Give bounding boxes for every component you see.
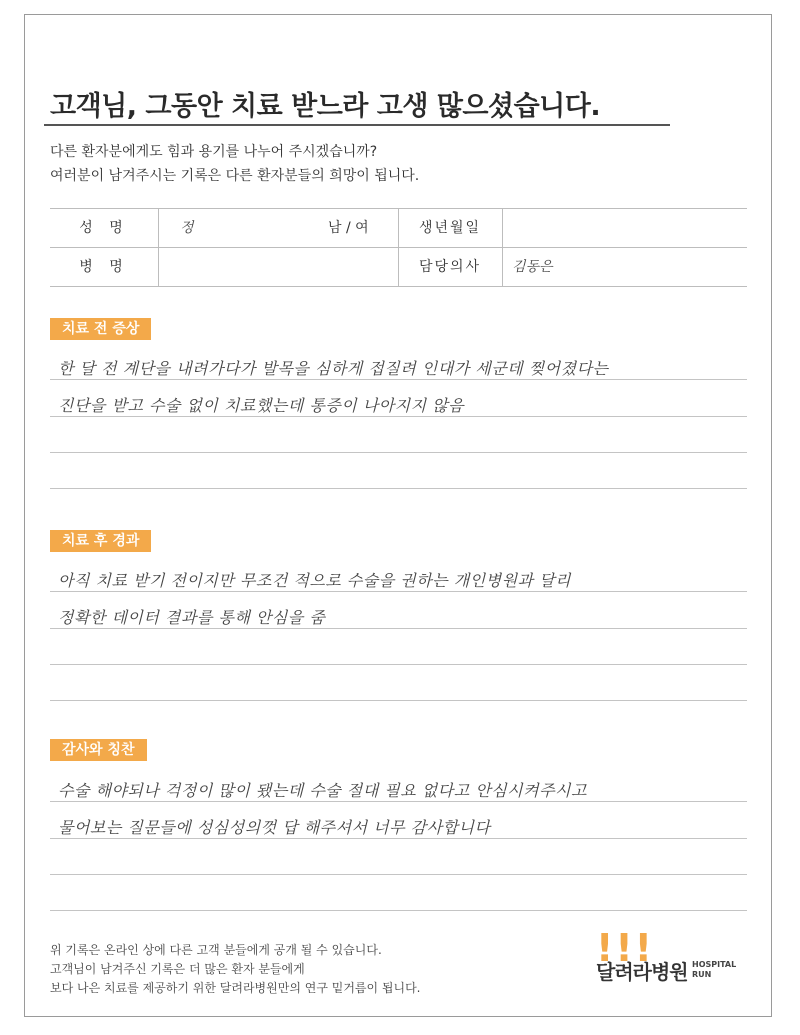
logo-sub-1: HOSPITAL xyxy=(692,960,737,969)
logo-sub-2: RUN xyxy=(692,970,712,979)
section-after-label: 치료 후 경과 xyxy=(50,530,151,552)
doctor-label: 담당의사 xyxy=(418,259,482,275)
disease-label: 병 명 xyxy=(79,259,129,275)
after-line-1: 아직 치료 받기 전이지만 무조건 적으로 수술을 권하는 개인병원과 달리 xyxy=(58,571,571,590)
section-before-label: 치료 전 증상 xyxy=(50,318,151,340)
logo-exclamation-icon: !!! xyxy=(596,926,654,970)
page-title: 고객님, 그동안 치료 받느라 고생 많으셨습니다. xyxy=(50,91,601,122)
before-line-2: 진단을 받고 수술 없이 치료했는데 통증이 나아지지 않음 xyxy=(58,396,465,415)
intro-line-1: 다른 환자분에게도 힘과 용기를 나누어 주시겠습니까? xyxy=(50,144,378,160)
name-value[interactable]: 정 xyxy=(180,220,194,236)
section-before-text[interactable] xyxy=(50,346,747,494)
after-line-2: 정확한 데이터 결과를 통해 안심을 줌 xyxy=(58,608,326,627)
doctor-value[interactable]: 김동은 xyxy=(512,259,553,275)
birth-label: 생년월일 xyxy=(418,220,482,236)
intro-line-2: 여러분이 남겨주시는 기록은 다른 환자분들의 희망이 됩니다. xyxy=(50,168,420,184)
section-thanks-label: 감사와 칭찬 xyxy=(50,739,147,761)
info-row-disease xyxy=(50,247,747,287)
section-thanks-text[interactable] xyxy=(50,768,747,916)
logo-name: 달려라병원 xyxy=(596,960,688,984)
gender-select[interactable]: 남 / 여 xyxy=(328,220,369,236)
footer-notice-3: 보다 나은 치료를 제공하기 위한 달려라병원만의 연구 밑거름이 됩니다. xyxy=(50,981,421,995)
before-line-1: 한 달 전 계단을 내려가다가 발목을 심하게 접질려 인대가 세군데 찢어졌다는 xyxy=(58,359,609,378)
footer-notice-2: 고객님이 남겨주신 기록은 더 많은 환자 분들에게 xyxy=(50,962,305,976)
name-label: 성 명 xyxy=(79,220,129,236)
thanks-line-2: 물어보는 질문들에 성심성의껏 답 해주셔서 너무 감사합니다 xyxy=(58,818,491,837)
footer-notice-1: 위 기록은 온라인 상에 다른 고객 분들에게 공개 될 수 있습니다. xyxy=(50,943,382,957)
thanks-line-1: 수술 해야되나 걱정이 많이 됐는데 수술 절대 필요 없다고 안심시켜주시고 xyxy=(58,781,587,800)
section-after-text[interactable] xyxy=(50,558,747,706)
info-row-name xyxy=(50,208,747,247)
patient-info-table xyxy=(50,208,747,287)
logo-subtext xyxy=(692,960,742,980)
hospital-logo xyxy=(596,928,746,992)
title-underline xyxy=(44,124,670,126)
